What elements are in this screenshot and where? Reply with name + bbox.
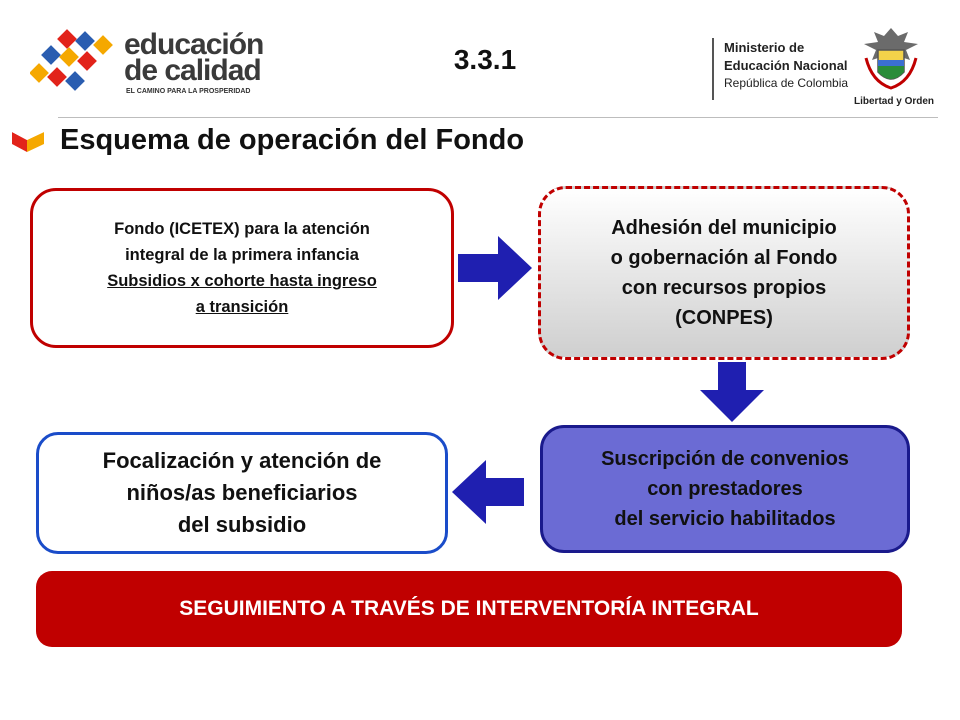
ministry-logo (712, 30, 935, 112)
arrow-left-icon (452, 460, 524, 524)
ministry-line2: Educación Nacional (724, 58, 848, 73)
seguimiento-text: SEGUIMIENTO A TRAVÉS DE INTERVENTORÍA INTEGRAL (179, 597, 759, 620)
logo-line1: educación (124, 28, 264, 61)
seguimiento-banner (36, 571, 902, 647)
adhesion-line2: o gobernación al Fondo (610, 247, 838, 269)
suscripcion-box (540, 425, 910, 553)
arrow-down-icon (700, 362, 764, 422)
focalizacion-line1: Focalización y atención de (102, 448, 382, 473)
ministry-line1: Ministerio de (724, 40, 805, 55)
suscripcion-line2: con prestadores (647, 478, 803, 500)
educacion-de-calidad-logo (30, 28, 280, 100)
fondo-line1: Fondo (ICETEX) para la atención (114, 220, 370, 238)
fondo-line4: a transición (195, 298, 289, 316)
logo-tagline: EL CAMINO PARA LA PROSPERIDAD (126, 88, 251, 95)
fondo-line2: integral de la primera infancia (125, 246, 359, 264)
arrow-right-icon (458, 236, 532, 300)
focalizacion-line2: niños/as beneficiarios (126, 480, 358, 505)
cube-bullet-icon (10, 122, 46, 152)
header-divider (58, 117, 938, 118)
ministry-divider (712, 38, 714, 100)
adhesion-line1: Adhesión del municipio (611, 217, 837, 239)
cubes-logo-icon (30, 28, 126, 100)
crest-motto: Libertad y Orden (854, 96, 935, 107)
focalizacion-box (36, 432, 448, 554)
ministry-line3: República de Colombia (724, 76, 849, 90)
suscripcion-line3: del servicio habilitados (614, 508, 836, 530)
logo-line2: de calidad (124, 54, 261, 87)
adhesion-box (538, 186, 910, 360)
focalizacion-line3: del subsidio (177, 512, 307, 537)
fondo-line3: Subsidios x cohorte hasta ingreso (107, 272, 377, 290)
suscripcion-line1: Suscripción de convenios (601, 448, 849, 470)
fondo-icetex-box (30, 188, 454, 348)
slide-number: 3.3.1 (453, 44, 517, 75)
coat-of-arms-icon (858, 24, 924, 96)
adhesion-line4: (CONPES) (675, 307, 773, 329)
adhesion-line3: con recursos propios (621, 277, 827, 299)
page-title: Esquema de operación del Fondo (60, 124, 525, 156)
